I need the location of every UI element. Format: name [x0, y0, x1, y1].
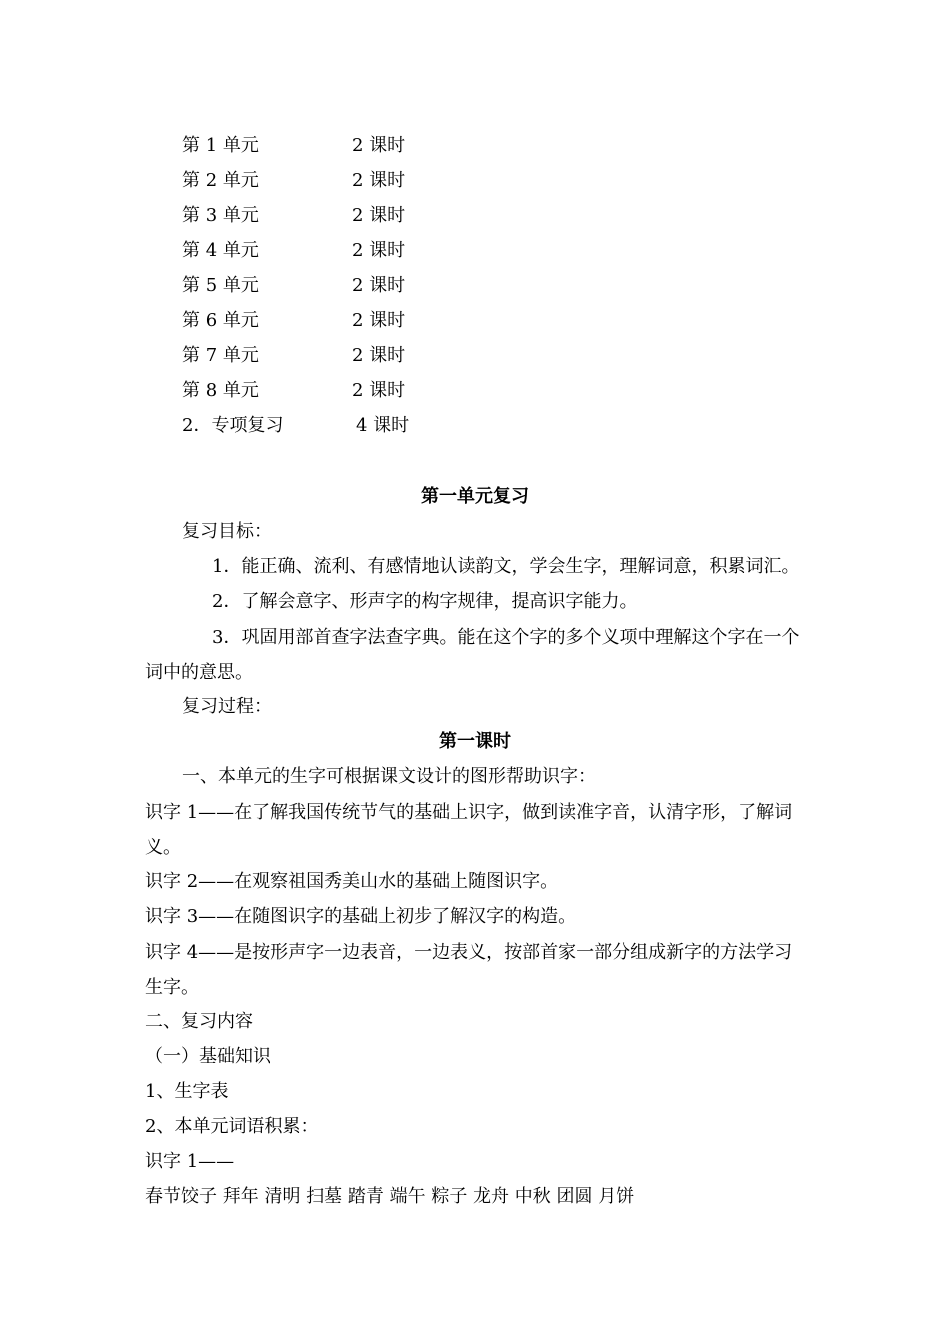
schedule-unit: 第 8 单元 — [182, 380, 259, 401]
schedule-row — [182, 341, 482, 376]
schedule-unit: 第 5 单元 — [182, 275, 259, 296]
schedule-row — [182, 271, 482, 306]
word-list: 春节饺子 拜年 清明 扫墓 踏青 端午 粽子 龙舟 中秋 团圆 月饼 — [145, 1186, 635, 1207]
schedule-row — [182, 166, 482, 201]
list-item: 识字 2——在观察祖国秀美山水的基础上随图识字。 — [145, 871, 559, 892]
sub-heading: （一）基础知识 — [145, 1046, 271, 1067]
schedule-unit: 第 4 单元 — [182, 240, 259, 261]
schedule-hours: 2 课时 — [352, 380, 406, 401]
schedule-unit: 第 6 单元 — [182, 310, 259, 331]
process-label: 复习过程： — [182, 696, 272, 717]
goal-item: 1．能正确、流利、有感情地认读韵文，学会生字，理解词意，积累词汇。 — [212, 556, 800, 577]
schedule-row — [182, 411, 482, 446]
goal-item: 2．了解会意字、形声字的构字规律，提高识字能力。 — [212, 591, 638, 612]
schedule-row — [182, 131, 482, 166]
schedule-row — [182, 376, 482, 411]
schedule-list — [182, 131, 482, 446]
words-label: 识字 1—— — [145, 1151, 235, 1172]
list-item: 识字 3——在随图识字的基础上初步了解汉字的构造。 — [145, 906, 577, 927]
schedule-hours: 4 课时 — [356, 415, 410, 436]
goals-label: 复习目标： — [182, 521, 272, 542]
unit-title: 第一单元复习 — [421, 486, 529, 507]
section-heading: 二、复习内容 — [145, 1011, 253, 1032]
schedule-hours: 2 课时 — [352, 345, 406, 366]
list-item: 识字 1——在了解我国传统节气的基础上识字，做到读准字音，认清字形，了解词义。 — [145, 802, 793, 858]
lesson-title: 第一课时 — [439, 731, 511, 752]
schedule-hours: 2 课时 — [352, 135, 406, 156]
schedule-hours: 2 课时 — [352, 170, 406, 191]
list-item: 识字 4——是按形声字一边表音，一边表义，按部首家一部分组成新字的方法学习生字。 — [145, 942, 793, 998]
schedule-row — [182, 306, 482, 341]
schedule-unit: 2．专项复习 — [182, 415, 284, 436]
schedule-hours: 2 课时 — [352, 310, 406, 331]
goal-item: 3．巩固用部首查字法查字典。能在这个字的多个义项中理解这个字在一个词中的意思。 — [145, 627, 800, 683]
point-item: 1、生字表 — [145, 1081, 229, 1102]
schedule-unit: 第 2 单元 — [182, 170, 259, 191]
schedule-hours: 2 课时 — [352, 240, 406, 261]
schedule-unit: 第 7 单元 — [182, 345, 259, 366]
schedule-row — [182, 201, 482, 236]
point-item: 2、本单元词语积累： — [145, 1116, 319, 1137]
schedule-hours: 2 课时 — [352, 275, 406, 296]
schedule-row — [182, 236, 482, 271]
schedule-hours: 2 课时 — [352, 205, 406, 226]
section-heading: 一、本单元的生字可根据课文设计的图形帮助识字： — [182, 766, 596, 787]
schedule-unit: 第 3 单元 — [182, 205, 259, 226]
schedule-unit: 第 1 单元 — [182, 135, 259, 156]
